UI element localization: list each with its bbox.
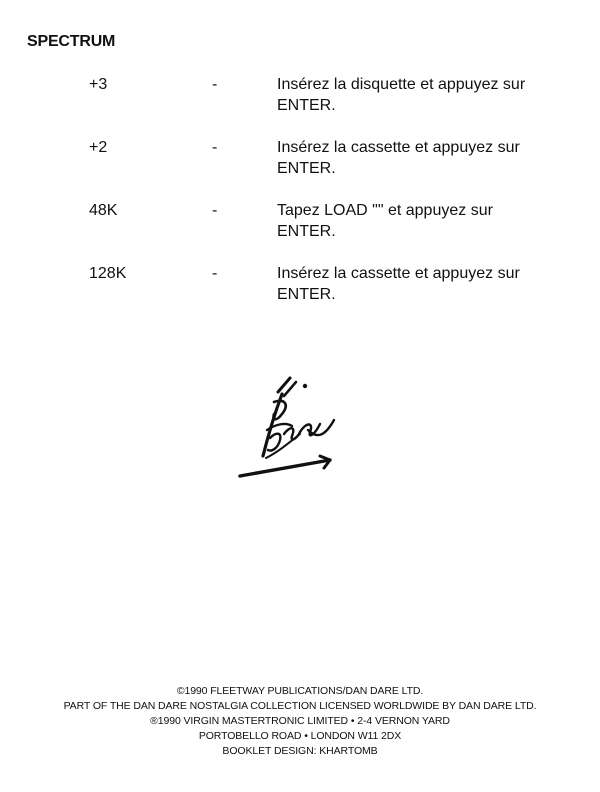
instruction-row-48k [0,200,600,248]
credit-line: ©1990 FLEETWAY PUBLICATIONS/DAN DARE LTD. [176,685,424,697]
instruction-text: Tapez LOAD "" et appuyez sur ENTER. [277,202,493,240]
separator-dash: - [212,265,218,282]
credit-line: BOOKLET DESIGN: KHARTOMB [222,745,378,757]
credit-line: PART OF THE DAN DARE NOSTALGIA COLLECTION LICENSED WORLDWIDE BY DAN DARE LTD. [63,700,537,712]
model-label: +3 [89,76,108,93]
model-label: 128K [89,265,127,282]
model-label: 48K [89,202,118,219]
section-heading: SPECTRUM [27,33,116,50]
instruction-text: Insérez la cassette et appuyez sur ENTER. [277,139,520,177]
instruction-row-plus3 [0,74,600,122]
credits-block [0,684,600,759]
separator-dash: - [212,202,218,219]
credit-line: PORTOBELLO ROAD • LONDON W11 2DX [198,730,402,742]
instruction-text: Insérez la cassette et appuyez sur ENTER. [277,265,520,303]
model-label: +2 [89,139,108,156]
credit-line: ®1990 VIRGIN MASTERTRONIC LIMITED • 2-4 VERNON YARD [150,715,450,727]
separator-dash: - [212,139,218,156]
instruction-row-128k [0,263,600,311]
artist-signature-icon [230,372,345,484]
instruction-row-plus2 [0,137,600,185]
separator-dash: - [212,76,218,93]
instruction-text: Insérez la disquette et appuyez sur ENTER. [277,76,526,114]
